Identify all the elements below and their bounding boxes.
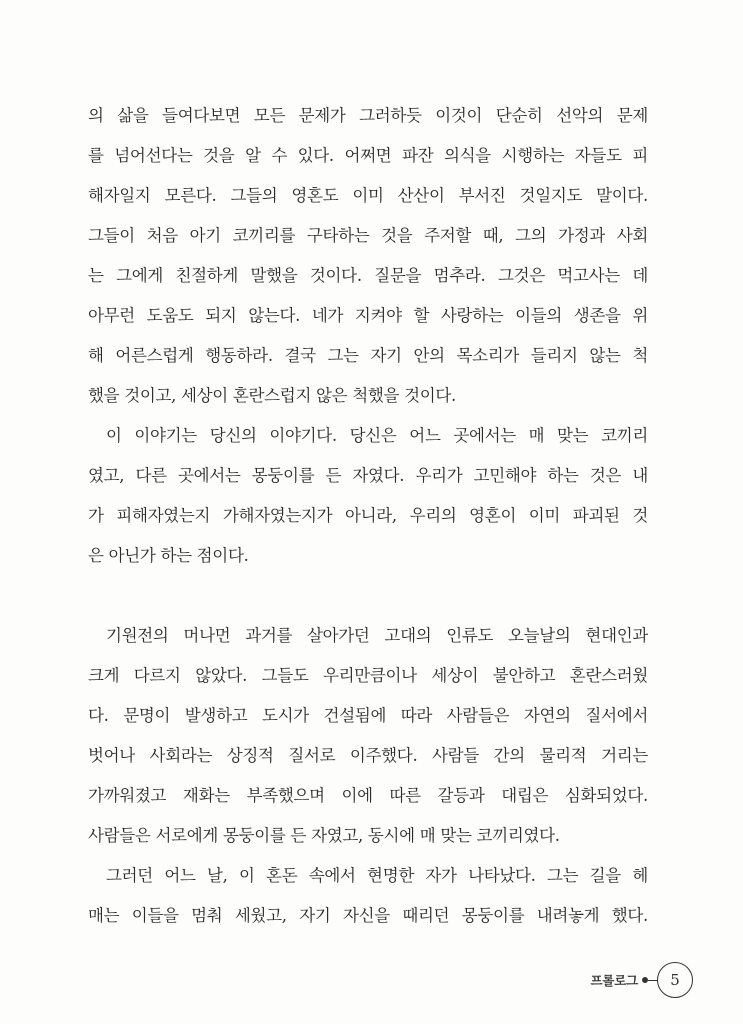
page-number-badge (657, 962, 693, 998)
page-number: 5 (670, 971, 680, 989)
page-footer (590, 962, 693, 998)
section-break (88, 576, 648, 616)
text-line: 이 이야기는 당신의 이야기다. 당신은 어느 곳에서는 매 맞는 코끼리 (106, 426, 648, 445)
text-line: 가까워졌고 재화는 부족했으며 이에 따른 갈등과 대립은 심화되었다. (88, 786, 648, 805)
text-line: 했을 것이고, 세상이 혼란스럽지 않은 척했을 것이다. (88, 386, 456, 405)
text-line: 그들이 처음 아기 코끼리를 구타하는 것을 주저할 때, 그의 가정과 사회 (88, 226, 648, 245)
text-line: 해 어른스럽게 행동하라. 결국 그는 자기 안의 목소리가 들리지 않는 척 (88, 346, 648, 365)
text-line: 벗어나 사회라는 상징적 질서로 이주했다. 사람들 간의 물리적 거리는 (88, 746, 648, 765)
text-line: 그러던 어느 날, 이 혼돈 속에서 현명한 자가 나타났다. 그는 길을 헤 (106, 866, 648, 885)
text-line: 아무런 도움도 되지 않는다. 네가 지켜야 할 사랑하는 이들의 생존을 위 (88, 306, 648, 325)
text-line: 매는 이들을 멈춰 세웠고, 자기 자신을 때리던 몽둥이를 내려놓게 했다. (88, 906, 648, 925)
paragraph-group-2 (88, 616, 648, 936)
text-line: 를 넘어선다는 것을 알 수 있다. 어쩌면 파잔 의식을 시행하는 자들도 피 (88, 146, 648, 165)
text-line: 는 그에게 친절하게 말했을 것이다. 질문을 멈추라. 그것은 먹고사는 데 (88, 266, 648, 285)
paragraph-group-1 (88, 96, 648, 576)
text-line: 기원전의 머나먼 과거를 살아가던 고대의 인류도 오늘날의 현대인과 (106, 626, 648, 645)
text-line: 가 피해자였는지 가해자였는지가 아니라, 우리의 영혼이 이미 파괴된 것 (88, 506, 648, 525)
text-line: 크게 다르지 않았다. 그들도 우리만큼이나 세상이 불안하고 혼란스러웠 (88, 666, 648, 685)
text-line: 해자일지 모른다. 그들의 영혼도 이미 산산이 부서진 것일지도 말이다. (88, 186, 648, 205)
text-line: 사람들은 서로에게 몽둥이를 든 자였고, 동시에 매 맞는 코끼리였다. (88, 826, 560, 845)
text-line: 의 삶을 들여다보면 모든 문제가 그러하듯 이것이 단순히 선악의 문제 (88, 106, 648, 125)
body-text (88, 96, 648, 936)
text-line: 은 아닌가 하는 점이다. (88, 546, 249, 565)
text-line: 다. 문명이 발생하고 도시가 건설됨에 따라 사람들은 자연의 질서에서 (88, 706, 648, 725)
text-line: 였고, 다른 곳에서는 몽둥이를 든 자였다. 우리가 고민해야 하는 것은 내 (88, 466, 648, 485)
section-label: 프롤로그 (590, 973, 638, 988)
